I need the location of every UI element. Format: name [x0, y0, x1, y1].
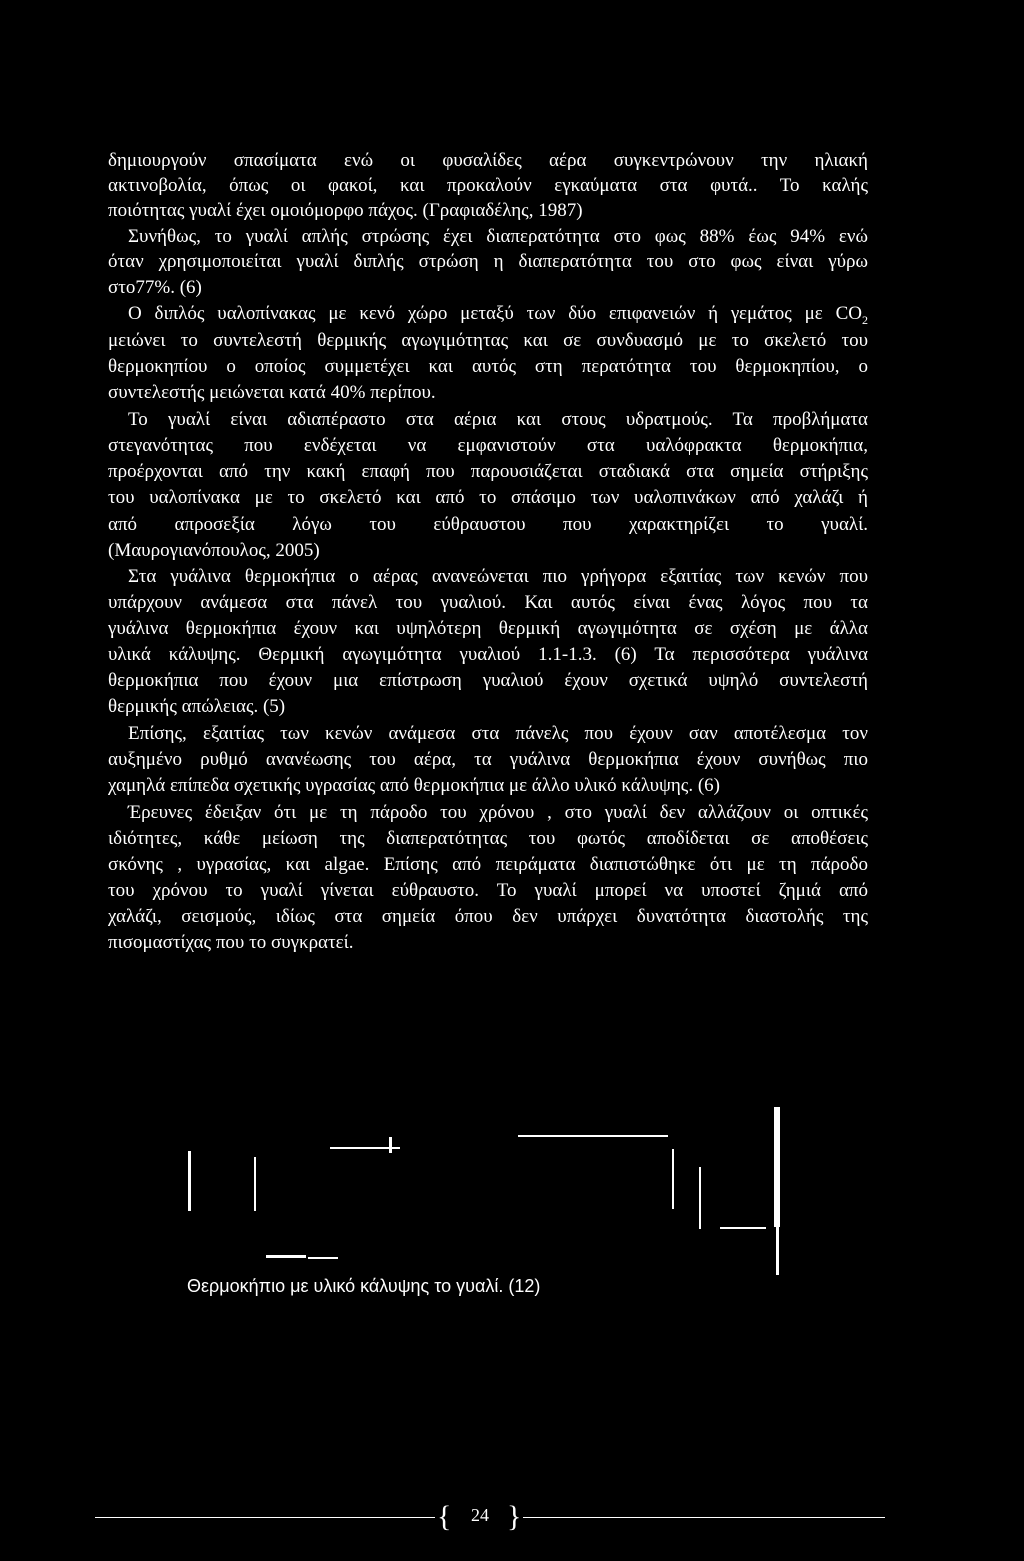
text-line: Έρευνες έδειξαν ότι με τη πάροδο του χρόνου , στο γυαλί δεν αλλάζουν οι οπτικές: [128, 802, 868, 823]
text-line: [128, 303, 868, 325]
figure-line-fragment: [518, 1135, 668, 1137]
co2-subscript: 2: [862, 312, 868, 327]
text-line: ιδιότητες, κάθε μείωση της διαπερατότητας του φωτός αποδίδεται σε αποθέσεις: [108, 828, 868, 849]
text-line: θερμοκηπίου ο οποίος συμμετέχει και αυτός στη περατότητα του θερμοκηπίου, ο: [108, 356, 868, 377]
text-line: υπάρχουν ανάμεσα στα πάνελ του γυαλιού. Και αυτός είναι ένας λόγος που τα: [108, 592, 868, 613]
text-line: Επίσης, εξαιτίας των κενών ανάμεσα στα πάνελς που έχουν σαν αποτέλεσμα τον: [128, 723, 868, 744]
figure-line-fragment: [389, 1137, 392, 1153]
text-line: χαλάζι, σεισμούς, ιδίως στα σημεία όπου δεν υπάρχει δυνατότητα διαστολής της: [108, 906, 868, 927]
figure-line-fragment: [308, 1257, 338, 1259]
text-line: ποιότητας γυαλί έχει ομοιόμορφο πάχος. (Γραφιαδέλης, 1987): [108, 200, 583, 221]
text-line: συντελεστής μειώνεται κατά 40% περίπου.: [108, 382, 436, 403]
footer-rule-left: [95, 1517, 435, 1518]
footer-rule-right: [523, 1517, 885, 1518]
text-line: χαμηλά επίπεδα σχετικής υγρασίας από θερμοκήπια με άλλο υλικό κάλυψης. (6): [108, 775, 720, 796]
text-line: από απροσεξία λόγω του εύθραυστου που χαρακτηρίζει το γυαλί.: [108, 514, 868, 535]
page-number: 24: [471, 1505, 489, 1525]
figure-line-fragment: [720, 1227, 766, 1229]
figure-line-fragment: [266, 1255, 306, 1258]
text-line: του υαλοπίνακα με το σκελετό και από το σπάσιμο των υαλοπινάκων από χαλάζι ή: [108, 487, 868, 508]
text-line: θερμοκήπια που έχουν μια επίστρωση γυαλιού έχουν σχετικά υψηλό συντελεστή: [108, 670, 868, 691]
figure-line-fragment: [254, 1157, 256, 1211]
text-line: υλικά κάλυψης. Θερμική αγωγιμότητα γυαλιού 1.1-1.3. (6) Τα περισσότερα γυάλινα: [108, 644, 868, 665]
text-line: αυξημένο ρυθμό ανανέωσης του αέρα, τα γυάλινα θερμοκήπια έχουν συνήθως πιο: [108, 749, 868, 770]
figure-line-fragment: [188, 1151, 191, 1211]
text-line: Συνήθως, το γυαλί απλής στρώσης έχει διαπερατότητα στο φως 88% έως 94% ενώ: [128, 226, 868, 247]
text-line: προέρχονται από την κακή επαφή που παρουσιάζεται σταδιακά στα σημεία στήριξης: [108, 461, 868, 482]
right-brace-icon: }: [507, 1500, 522, 1533]
text-line: όταν χρησιμοποιείται γυαλί διπλής στρώση η διαπερατότητα του στο φως είναι γύρω: [108, 251, 868, 272]
figure-line-fragment: [776, 1225, 779, 1275]
greenhouse-figure: [180, 1105, 800, 1285]
figure-line-fragment: [774, 1107, 780, 1227]
left-brace-icon: {: [437, 1500, 452, 1533]
text-line: στο77%. (6): [108, 277, 202, 298]
text-line: στεγανότητας που ενδέχεται να εμφανιστούν στα υαλόφρακτα θερμοκήπια,: [108, 435, 868, 456]
text-line: μειώνει το συντελεστή θερμικής αγωγιμότητας και σε συνδυασμό με το σκελετό του: [108, 330, 868, 351]
text-line: γυάλινα θερμοκήπια έχουν και υψηλότερη θερμική αγωγιμότητα σε σχέση με άλλα: [108, 618, 868, 639]
text-line: θερμικής απώλειας. (5): [108, 696, 286, 717]
text-line: πισομαστίχας που το συγκρατεί.: [108, 932, 354, 953]
text-line: Το γυαλί είναι αδιαπέραστο στα αέρια και στους υδρατμούς. Τα προβλήματα: [128, 409, 868, 430]
page-footer: [95, 1497, 885, 1537]
text-line: του χρόνου το γυαλί γίνεται εύθραυστο. Το γυαλί μπορεί να υποστεί ζημιά από: [108, 880, 868, 901]
text-line: Στα γυάλινα θερμοκήπια ο αέρας ανανεώνεται πιο γρήγορα εξαιτίας των κενών που: [128, 566, 868, 587]
text-line: (Μαυρογιανόπουλος, 2005): [108, 540, 320, 561]
figure-line-fragment: [699, 1167, 701, 1229]
text-line: σκόνης , υγρασίας, και algae. Επίσης από πειράματα διαπιστώθηκε ότι με τη πάροδο: [108, 854, 868, 875]
figure-line-fragment: [672, 1149, 674, 1209]
figure-caption: Θερμοκήπιο με υλικό κάλυψης το γυαλί. (12): [187, 1276, 541, 1296]
text-line-body: Ο διπλός υαλοπίνακας με κενό χώρο μεταξύ των δύο επιφανειών ή γεμάτος με CO: [128, 303, 862, 324]
text-line: ακτινοβολία, όπως οι φακοί, και προκαλούν εγκαύματα στα φυτά.. Το καλής: [108, 175, 868, 196]
text-line: δημιουργούν σπασίματα ενώ οι φυσαλίδες αέρα συγκεντρώνουν την ηλιακή: [108, 150, 868, 171]
